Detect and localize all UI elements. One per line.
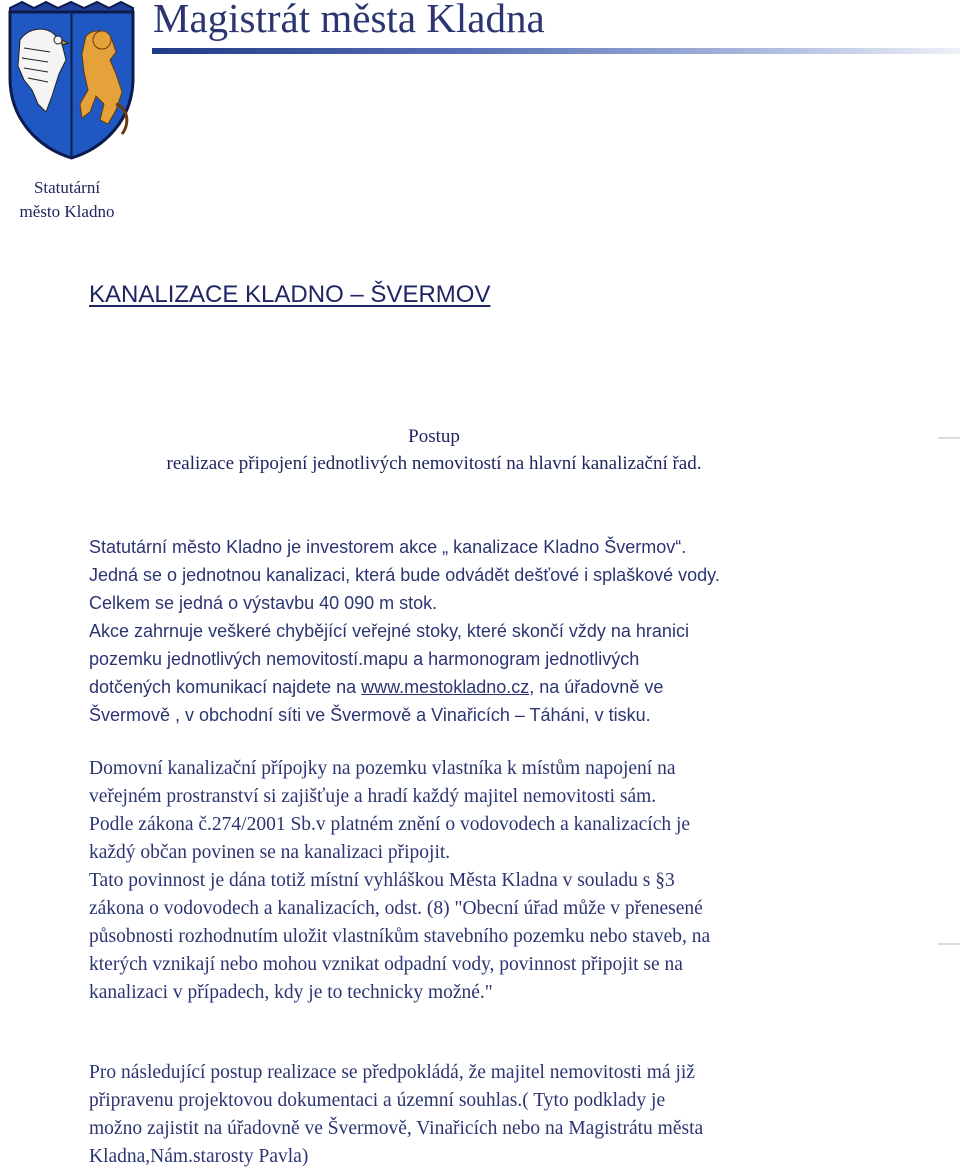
paragraph-line: Akce zahrnuje veškeré chybějící veřejné stoky, které skončí vždy na hranici — [89, 621, 689, 641]
paragraph-line: možno zajistit na úřadovně ve Švermově, Vinařicích nebo na Magistrátu města — [89, 1118, 704, 1139]
paragraph-line: zákona o vodovodech a kanalizacích, odst. (8) "Obecní úřad může v přenesené — [89, 898, 703, 919]
document-title: Magistrát města Kladna — [153, 0, 545, 41]
text-fragment: , na úřadovně ve — [529, 677, 664, 697]
paragraph-line: Jedná se o jednotnou kanalizaci, která bude odvádět dešťové i splaškové vody. — [89, 565, 720, 585]
paragraph-line: působnosti rozhodnutím uložit vlastníkům stavebního pozemku nebo staveb, na — [89, 926, 711, 947]
margin-mark — [938, 943, 960, 945]
paragraph-line: Podle zákona č.274/2001 Sb.v platném znění o vodovodech a kanalizacích je — [89, 814, 691, 835]
paragraph-investor — [89, 533, 849, 729]
section-heading: KANALIZACE KLADNO – ŠVERMOV — [89, 281, 491, 308]
paragraph-line: Statutární město Kladno je investorem akce „ kanalizace Kladno Švermov“. — [89, 537, 687, 557]
title-underline-bar — [152, 48, 960, 54]
org-line-1: Statutární — [33, 178, 101, 197]
intro-line-1: Postup — [408, 426, 460, 447]
paragraph-line: připravenu projektovou dokumentaci a územní souhlas.( Tyto podklady je — [89, 1090, 666, 1111]
intro-line-2: realizace připojení jednotlivých nemovitostí na hlavní kanalizační řad. — [166, 453, 702, 474]
paragraph-line: Celkem se jedná o výstavbu 40 090 m stok. — [89, 593, 438, 613]
coat-of-arms-logo — [4, 0, 139, 162]
website-link[interactable]: www.mestokladno.cz — [361, 677, 530, 697]
org-line-2: město Kladno — [19, 202, 115, 221]
paragraph-line: veřejném prostranství si zajišťuje a hradí každý majitel nemovitosti sám. — [89, 786, 657, 807]
intro-block — [134, 423, 734, 477]
paragraph-line — [89, 673, 849, 701]
paragraph-line: kanalizaci v případech, kdy je to technicky možné." — [89, 982, 493, 1003]
organization-name — [0, 176, 134, 224]
margin-mark — [938, 437, 960, 439]
paragraph-line: kterých vznikají nebo mohou vznikat odpadní vody, povinnost připojit se na — [89, 954, 683, 975]
paragraph-procedure — [89, 1059, 889, 1171]
paragraph-line: Pro následující postup realizace se předpokládá, že majitel nemovitosti má již — [89, 1062, 695, 1083]
paragraph-line: Domovní kanalizační přípojky na pozemku vlastníka k místům napojení na — [89, 758, 676, 779]
paragraph-line: každý občan povinen se na kanalizaci připojit. — [89, 842, 451, 863]
text-fragment: dotčených komunikací najdete na — [89, 677, 362, 697]
paragraph-line: Kladna,Nám.starosty Pavla) — [89, 1146, 309, 1167]
paragraph-connections — [89, 755, 889, 1007]
paragraph-line: Švermově , v obchodní síti ve Švermově a Vinařicích – Táháni, v tisku. — [89, 705, 651, 725]
paragraph-line: Tato povinnost je dána totiž místní vyhláškou Města Kladna v souladu s §3 — [89, 870, 675, 891]
paragraph-line: pozemku jednotlivých nemovitostí.mapu a harmonogram jednotlivých — [89, 649, 640, 669]
